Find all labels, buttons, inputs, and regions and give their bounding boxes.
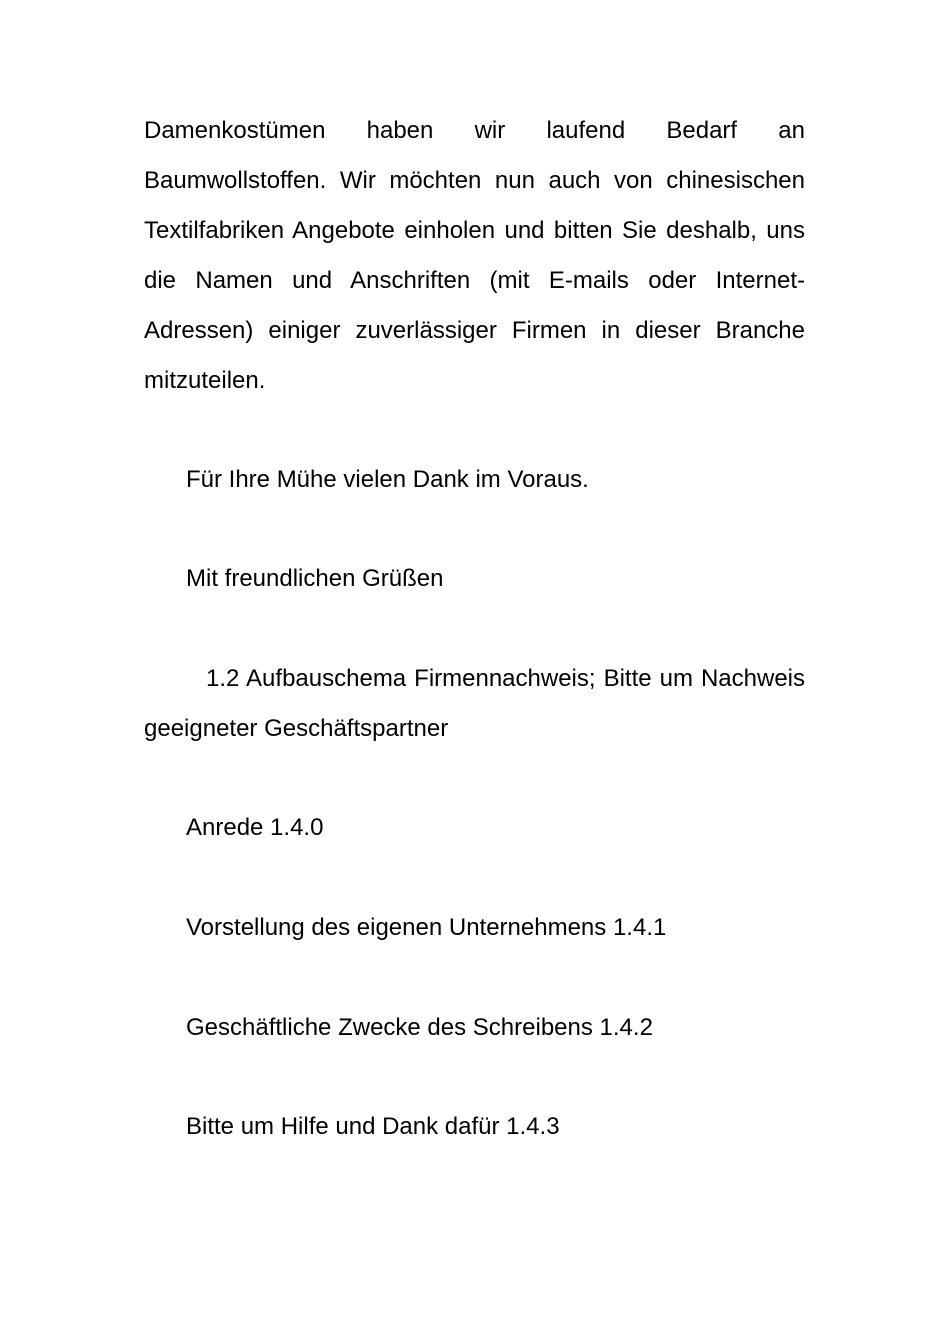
outline-item-vorstellung: Vorstellung des eigenen Unternehmens 1.4.1 bbox=[186, 914, 667, 941]
outline-item-zwecke: Geschäftliche Zwecke des Schreibens 1.4.2 bbox=[186, 1014, 653, 1041]
body-paragraph-request: Damenkostümen haben wir laufend Bedarf an Baumwollstoffen. Wir möchten nun auch von chinesischen Textilfabriken Angebote einholen und bitten Sie deshalb, uns die Namen und Anschriften (mit E-mails oder Internet-Adressen) einiger zuverlässiger Firmen in dieser Branche mitzuteilen. bbox=[144, 117, 805, 394]
outline-item-anrede: Anrede 1.4.0 bbox=[186, 814, 324, 841]
closing-greeting: Mit freundlichen Grüßen bbox=[186, 565, 444, 592]
outline-item-bitte: Bitte um Hilfe und Dank dafür 1.4.3 bbox=[186, 1113, 560, 1140]
section-heading-1-2: 1.2 Aufbauschema Firmennachweis; Bitte um Nachweis geeigneter Geschäftspartner bbox=[144, 665, 805, 742]
thanks-line: Für Ihre Mühe vielen Dank im Voraus. bbox=[186, 466, 589, 493]
